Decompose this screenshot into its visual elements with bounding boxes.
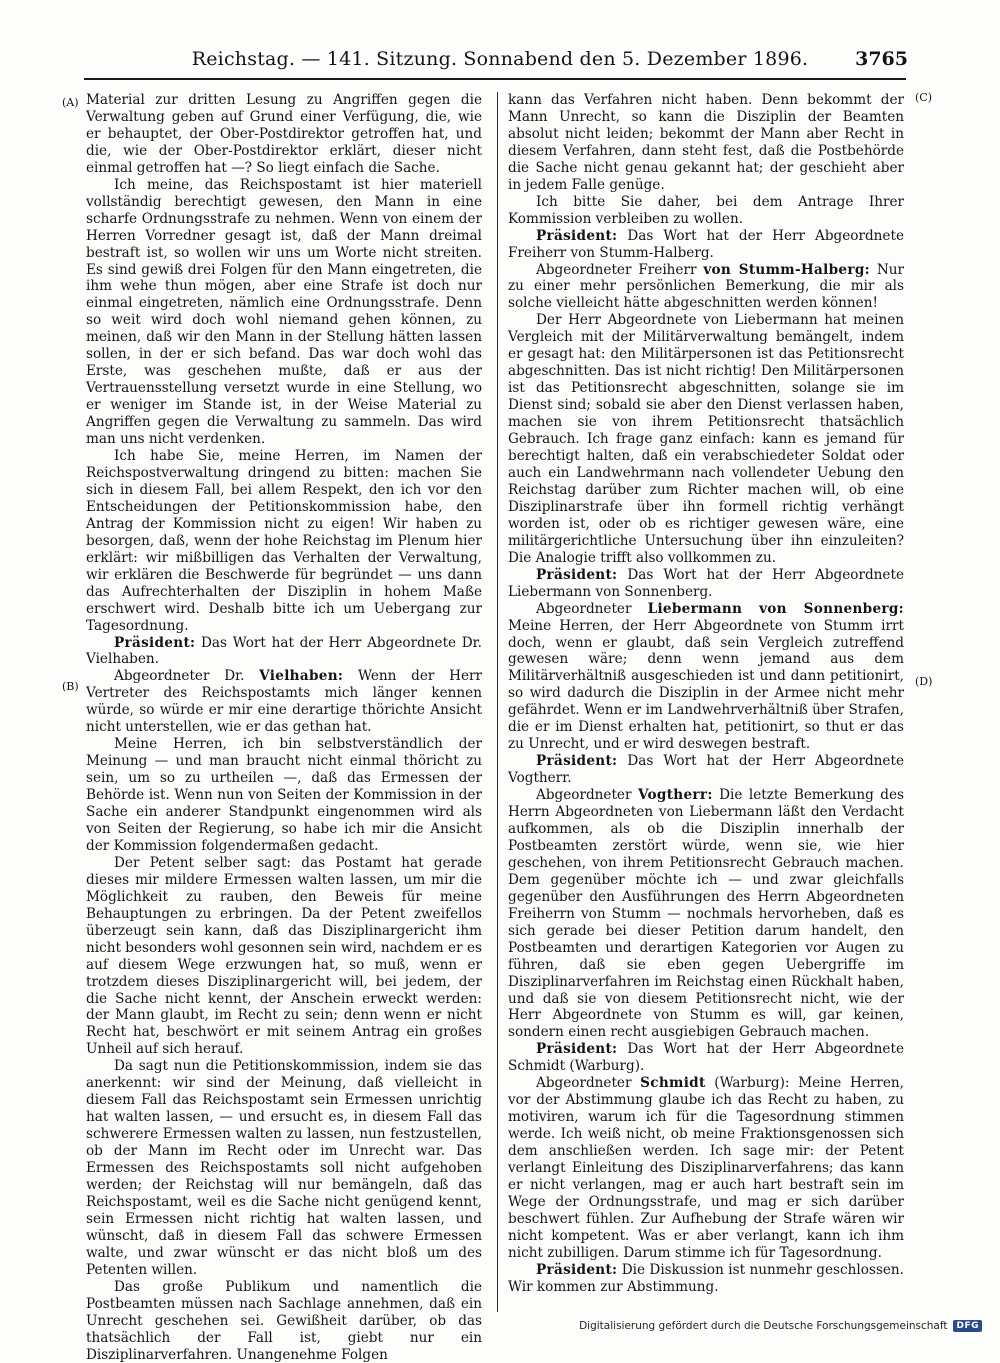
paragraph-text: Abgeordneter [536, 600, 648, 617]
paragraph-text: Das Wort hat der Herr Abgeordnete Freiherr von Stumm-Halberg. [508, 227, 904, 261]
margin-mark-d: (D) [915, 675, 933, 688]
footer-credit: Digitalisierung gefördert durch die Deutsche Forschungsgemeinschaft [579, 1320, 948, 1332]
speaker-name: von Stumm-Halberg: [703, 261, 870, 278]
speaker-name: Präsident: [536, 566, 618, 583]
speaker-name: Vielhaben: [259, 668, 344, 685]
right-column [508, 92, 904, 1297]
paragraph-text: Ich meine, das Reichspostamt ist hier materiell vollständig berechtigt gewesen, den Mann in eine scharfe Ordnungsstrafe zu nehmen. Wenn von einem der Herren Vorredner gesagt ist, daß der Mann dreimal bestraft ist, so wollen wir uns um Worte nicht streiten. Es sind gewiß drei Folgen für den Mann eingetreten, die ihm wehe thun mögen, aber eine Strafe ist doch nur einmal eingetreten, nämlich eine Ordnungsstrafe. Denn so weit wird doch wohl niemand gehen können, zu meinen, daß wir den Mann in der Stellung hätten lassen sollen, in der er sich befand. Das war doch wohl das Erste, was geschehen mußte, daß er aus der Vertrauensstellung versetzt wurde in eine Stellung, wo er weniger im Stande ist, in der Weise Material zu Angriffen gegen die Verwaltung zu sammeln. Das wird man uns nicht verdenken. [86, 176, 482, 448]
margin-mark-c: (C) [915, 91, 932, 104]
speaker-name: Vogtherr: [637, 787, 713, 804]
paragraph [86, 635, 482, 669]
speaker-name: Präsident: [536, 1261, 618, 1278]
paragraph-text: Ich habe Sie, meine Herren, im Namen der Reichspostverwaltung dringend zu bitten: machen Sie sich in diesem Fall, bei allem Respekt, den ich vor den Entscheidungen der Petitionskommission habe, den Antrag der Kommission nicht zu eigen! Wir haben zu besorgen, daß, wenn der hohe Reichstag im Plenum hier erklärt: wir mißbilligen das Verhalten der Verwaltung, wir erklären die Beschwerde für begründet — uns dann das Aufrechterhalten der Disziplin in hohem Maße erschwert wird. Deshalb bitte ich um Uebergang zur Tagesordnung. [86, 448, 482, 634]
paragraph [508, 92, 904, 194]
paragraph [86, 736, 482, 855]
paragraph-text: Nur zu einer mehr persönlichen Bemerkung, die mir als solche vielleicht hätte abgeschnitten werden können! [508, 261, 905, 312]
dfg-logo: DFG [953, 1320, 982, 1332]
paragraph [508, 1262, 904, 1296]
paragraph-text: Der Petent selber sagt: das Postamt hat gerade dieses mir mildere Ermessen walten lassen, um mir die Möglichkeit zu rauben, den Beweis für meine Behauptungen zu erbringen. Da der Petent zweifellos überzeugt sein kann, daß das Disziplinargericht ihm nicht besonders wohl gesonnen sein wird, nachdem er es auf diesem Wege erzwungen hat, so muß, wenn er trotzdem dieses Disziplinargericht will, bei jedem, der die Sache nicht kennt, der Anschein erweckt werden: der Mann glaubt, im Recht zu sein; denn wenn er nicht Recht hat, beschwört er mit seinem Antrag ein großes Unheil auf sich herauf. [86, 854, 482, 1058]
paragraph [508, 787, 904, 1041]
margin-mark-b: (B) [62, 680, 79, 693]
paragraph [86, 448, 482, 634]
paragraph-text: Der Herr Abgeordnete von Liebermann hat meinen Vergleich mit der Militärverwaltung bemängelt, indem er gesagt hat: den Militärpersonen ist das Petitionsrecht abgeschnitten. Das ist nicht richtig! Den Militärpersonen ist das Petitionsrecht abgeschnitten, solange sie im Dienst sind; sobald sie aber den Dienst verlassen haben, machen sie von ihrem Petitionsrecht thatsächlich Gebrauch. Ich frage ganz einfach: kann es jemand für berechtigt halten, daß ein verabschiedeter Soldat oder auch ein Landwehrmann nach vollendeter Uebung den Reichstag darüber zum Richter machen will, ob eine Disziplinarstrafe über ihn formell richtig verhängt worden ist, oder ob es richtiger gewesen wäre, eine militärgerichtliche Untersuchung über ihn einzuleiten? Die Analogie trifft also vollkommen zu. [508, 312, 904, 566]
paragraph [86, 668, 482, 736]
paragraph [508, 601, 904, 754]
paragraph-text: Die Diskussion ist nunmehr geschlossen. Wir kommen zur Abstimmung. [508, 1261, 904, 1295]
paragraph [508, 312, 904, 566]
paragraph [508, 567, 904, 601]
paragraph-text: Die letzte Bemerkung des Herrn Abgeordneten von Liebermann läßt den Verdacht aufkommen, als ob die Disziplin innerhalb der Postbeamten zerstört würde, wenn sie, wie hier geschehen, von ihrem Petitionsrecht Gebrauch machen. Dem gegenüber möchte ich — und zwar gleichfalls gegenüber den Ausführungen des Herrn Abgeordneten Freiherrn von Stumm — nochmals hervorheben, daß es sich gerade bei dieser Petition darum handelt, den Postbeamten und derartigen Kategorien vor Augen zu führen, daß sie eben gegen Uebergriffe im Disziplinarverfahren im Reichstag einen Rückhalt haben, und daß sie von diesem Petitionsrecht nicht, wie der Herr Abgeordnete von Stumm es will, gar keinen, sondern einen recht ausgiebigen Gebrauch machen. [508, 787, 904, 1041]
paragraph [86, 1058, 482, 1278]
paragraph-text: Das große Publikum und namentlich die Postbeamten müssen nach Sachlage annehmen, daß ein Unrecht geschehen sei. Gewißheit darüber, ob das thatsächlich der Fall ist, giebt nur ein Disziplinarverfahren. Unangenehme Folgen [86, 1278, 482, 1363]
paragraph [508, 1075, 904, 1261]
paragraph-text: Ich bitte Sie daher, bei dem Antrage Ihrer Kommission verbleiben zu wollen. [508, 193, 904, 227]
paragraph [508, 262, 904, 313]
speaker-name: Schmidt [640, 1075, 706, 1092]
paragraph-text: Abgeordneter Freiherr [536, 261, 704, 278]
page-header [0, 0, 1000, 92]
paragraph [508, 1041, 904, 1075]
header-rule [84, 78, 906, 80]
paragraph [86, 177, 482, 448]
speaker-name: Präsident: [536, 227, 618, 244]
paragraph-text: (Warburg): Meine Herren, vor der Abstimmung glaube ich das Recht zu haben, zu motiviren, warum ich für die Tagesordnung stimmen werde. Ich weiß nicht, ob meine Fraktionsgenossen sich dem anschließen werden. Ich sage mir: der Petent verlangt Einleitung des Disziplinarverfahrens; das kann er nicht verlangen, mag er auch hart bestraft sein im Wege der Ordnungsstrafe, und mag er sich darüber beschwert fühlen. Zur Aufhebung der Strafe wären wir nicht kompetent. Was er aber verlangt, kann ich ihm nicht zubilligen. Darum stimme ich für Tagesordnung. [508, 1075, 905, 1261]
speaker-name: Präsident: [114, 634, 196, 651]
paragraph-text: Das Wort hat der Herr Abgeordnete Dr. Vielhaben. [86, 634, 482, 668]
paragraph-text: Abgeordneter [536, 787, 638, 804]
paragraph-text: Abgeordneter Dr. [114, 668, 260, 685]
paragraph-text: Das Wort hat der Herr Abgeordnete Vogtherr. [508, 753, 904, 787]
column-divider [497, 92, 498, 1312]
paragraph [508, 228, 904, 262]
paragraph-text: Das Wort hat der Herr Abgeordnete Liebermann von Sonnenberg. [508, 566, 904, 600]
paragraph-text: Da sagt nun die Petitionskommission, indem sie das anerkennt: wir sind der Meinung, daß vielleicht in diesem Fall das Reichspostamt sein Ermessen unrichtig hat walten lassen, — und ersucht es, in diesem Fall das schwerere Ermessen walten zu lassen, nun festzustellen, ob der Mann im Recht oder im Unrecht war. Das Ermessen des Reichspostamts soll nicht aufgehoben werden; der Reichstag will nur bemängeln, daß das Reichspostamt, weil es die Sache nicht genügend kennt, sein Ermessen nicht richtig hat walten lassen, und wünscht, daß in diesem Fall das schwere Ermessen walte, und zwar wünscht er das nicht bloß um des Petenten willen. [86, 1058, 482, 1278]
paragraph-text: Meine Herren, ich bin selbstverständlich der Meinung — und man braucht nicht einmal thöricht zu sein, um so zu urtheilen —, daß das Ermessen der Behörde ist. Wenn nun von Seiten der Kommission in der Sache ein anderer Standpunkt eingenommen wird als von Seiten der Regierung, so habe ich mir die Ansicht der Kommission folgendermaßen gedacht. [86, 736, 482, 854]
paragraph-text: Wenn der Herr Vertreter des Reichspostamts mich länger kennen würde, so würde er mir eine derartige thörichte Ansicht nicht unterstellen, wie er das gethan hat. [86, 668, 482, 736]
paragraph [508, 753, 904, 787]
left-column [86, 92, 482, 1363]
running-title: Reichstag. — 141. Sitzung. Sonnabend den 5. Dezember 1896. [191, 48, 809, 70]
page-number: 3765 [855, 48, 908, 70]
paragraph-text: Meine Herren, der Herr Abgeordnete von Stumm irrt doch, wenn er glaubt, daß sein Vergleich zutreffend gewesen wäre; denn wenn jemand aus dem Militärverhältniß ausgeschieden ist und dann petitionirt, so wird dadurch die Disziplin in der Armee nicht mehr gefährdet. Wenn er im Landwehrverhältniß über Strafen, die er im Dienst erhalten hat, petitionirt, so thut er das zu Unrecht, und er wird deswegen bestraft. [508, 617, 904, 753]
speaker-name: Präsident: [536, 1041, 618, 1058]
paragraph [86, 855, 482, 1058]
paragraph [86, 1279, 482, 1363]
paragraph [86, 92, 482, 177]
paragraph-text: Das Wort hat der Herr Abgeordnete Schmidt (Warburg). [508, 1041, 904, 1075]
margin-mark-a: (A) [62, 96, 79, 109]
speaker-name: Liebermann von Sonnenberg: [647, 600, 904, 617]
paragraph-text: kann das Verfahren nicht haben. Denn bekommt der Mann Unrecht, so kann die Disziplin der Beamten absolut nicht leiden; bekommt der Mann aber Recht in diesem Verfahren, dann steht fest, daß die Postbehörde die Sache nicht genau gekannt hat; der geschieht aber in jedem Falle genüge. [508, 92, 904, 193]
speaker-name: Präsident: [536, 753, 618, 770]
paragraph [508, 194, 904, 228]
page-footer [579, 1320, 982, 1332]
paragraph-text: Material zur dritten Lesung zu Angriffen gegen die Verwaltung geben auf Grund einer Verfügung, die, wie er behauptet, der Ober-Postdirektor getroffen hat, und die, wie der Ober-Postdirektor erklärt, dieser nicht einmal getroffen hat —? So liegt einfach die Sache. [86, 92, 482, 176]
paragraph-text: Abgeordneter [536, 1075, 641, 1092]
